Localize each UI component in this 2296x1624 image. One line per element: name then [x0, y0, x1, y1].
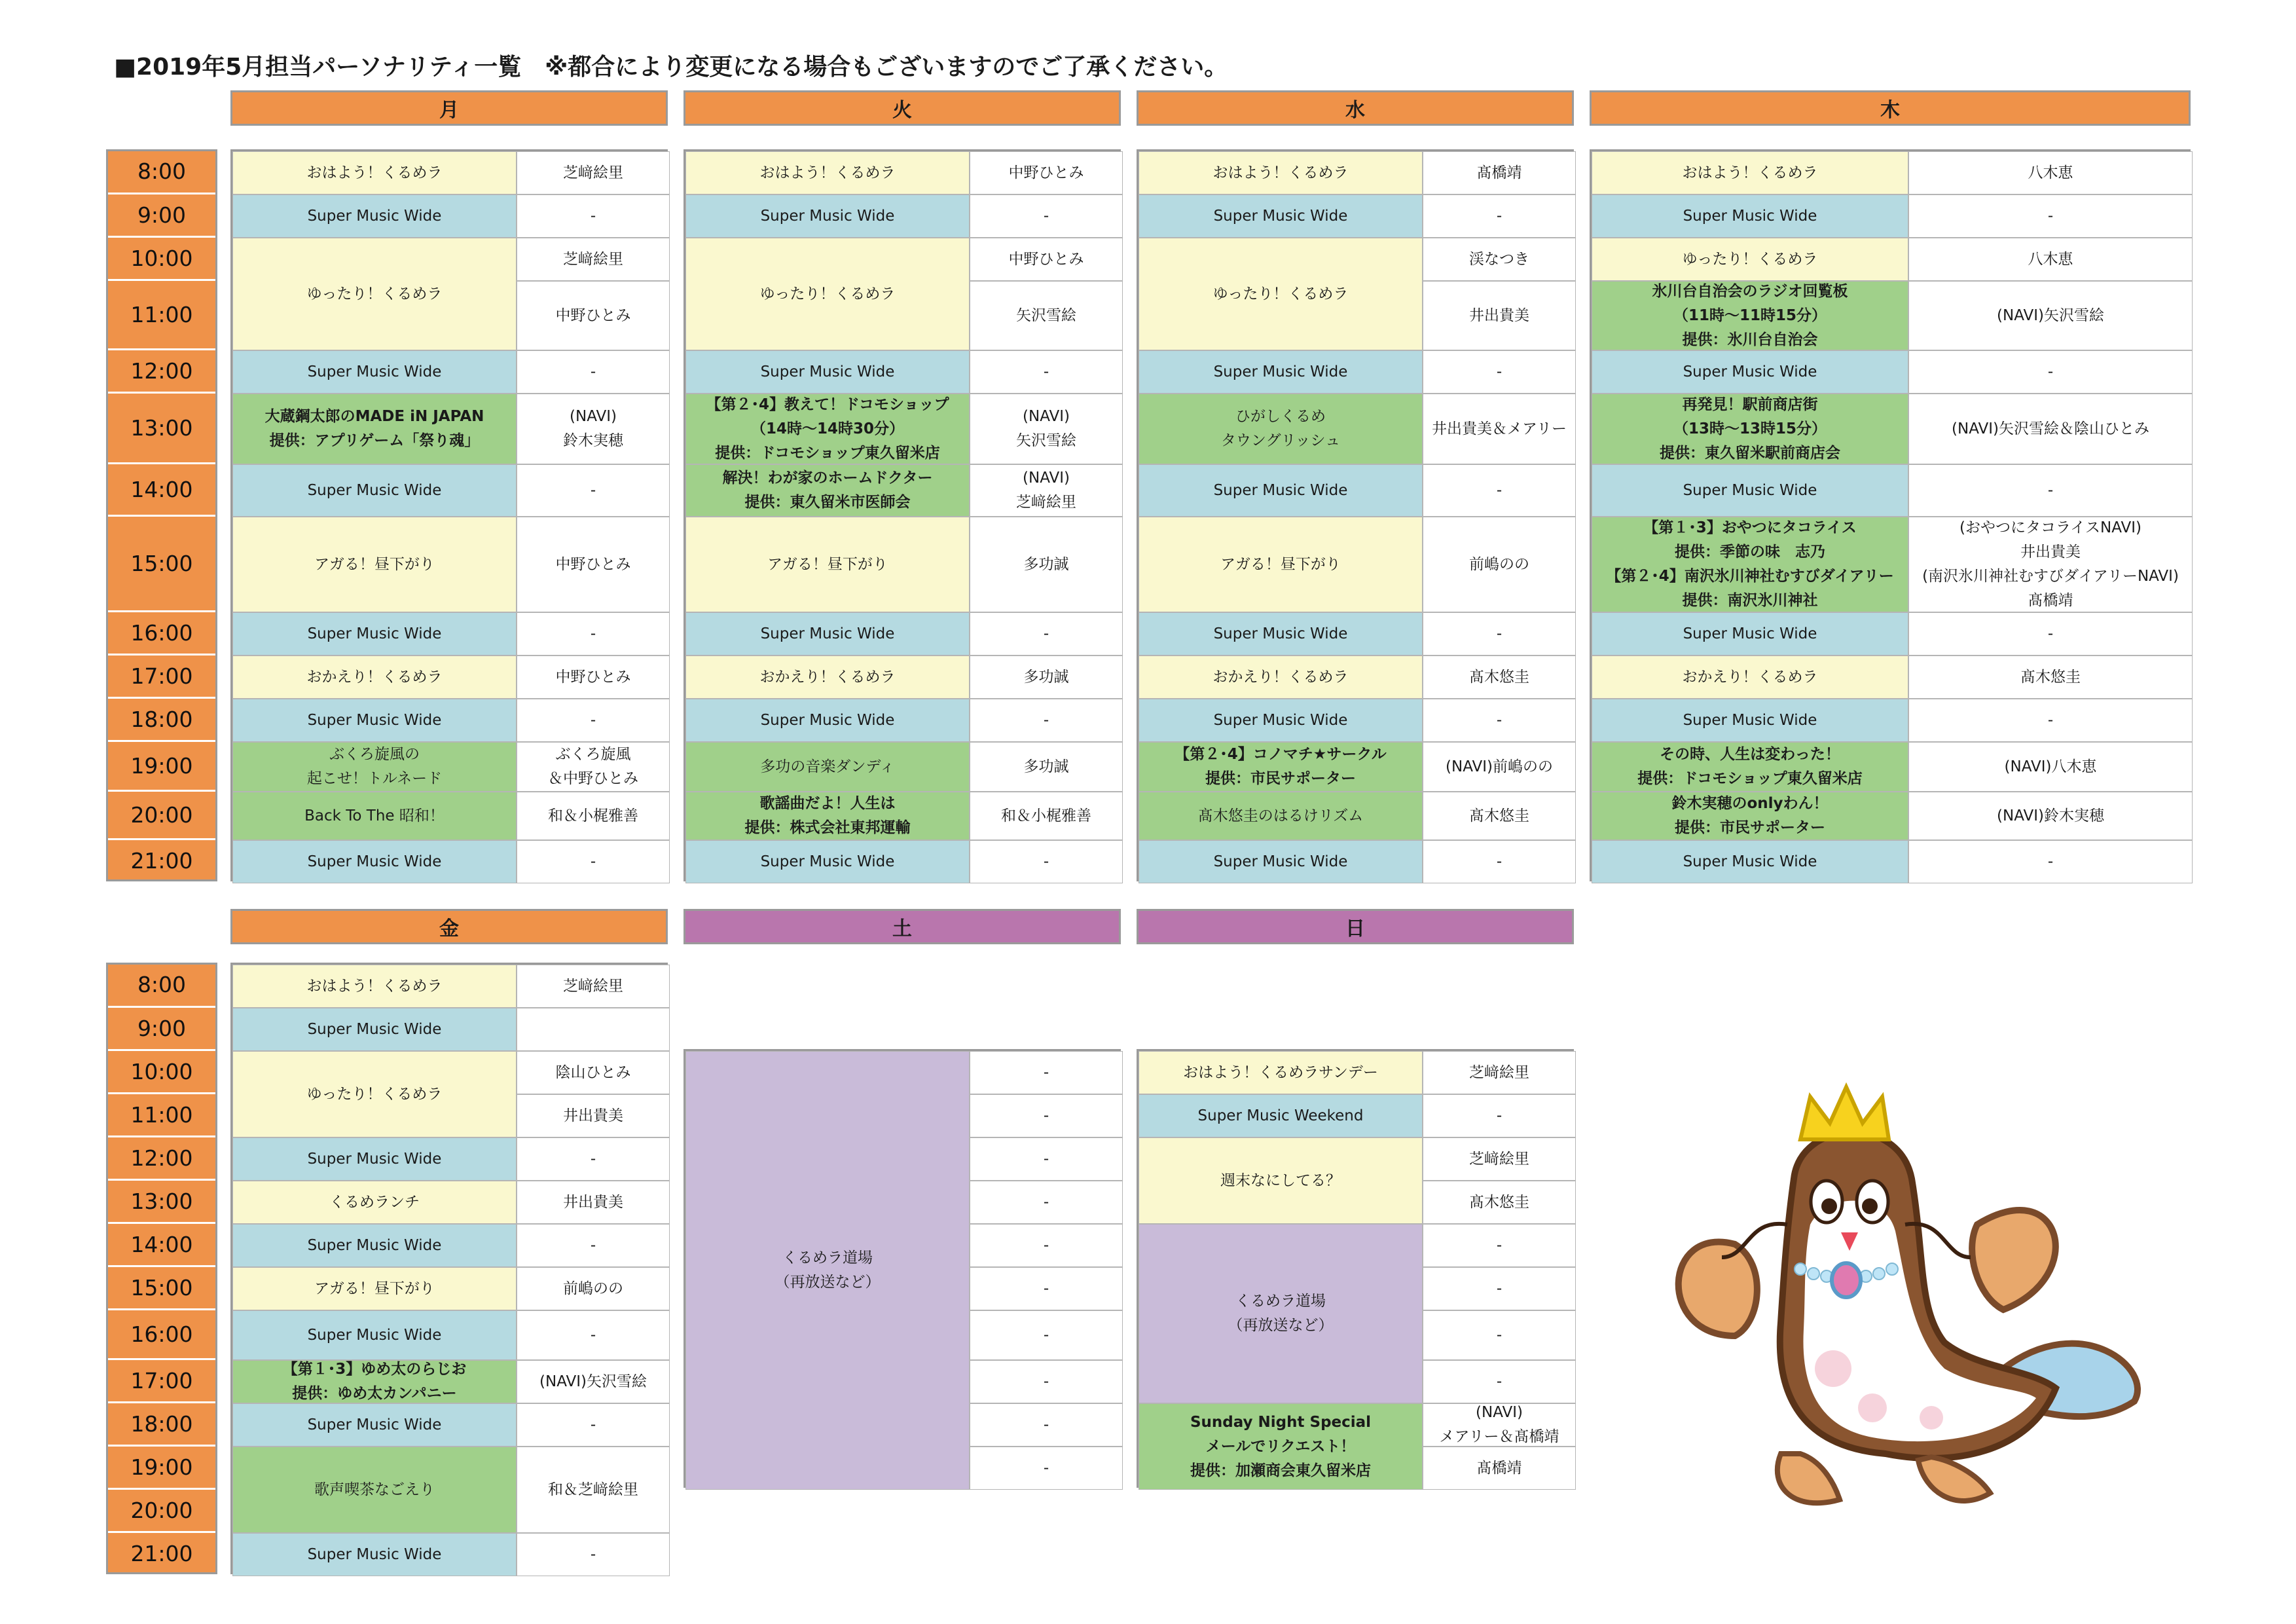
program-cell: Super Music Wide [232, 350, 517, 394]
personality-cell: 髙木悠圭 [1423, 1181, 1576, 1224]
time-slot: 21:00 [108, 1531, 215, 1574]
program-cell: おかえり！くるめラ [232, 655, 517, 699]
time-slot: 12:00 [108, 1135, 215, 1179]
personality-cell: 芝﨑絵里 [1423, 1137, 1576, 1181]
personality-cell: 多功誠 [970, 742, 1123, 792]
time-slot: 8:00 [137, 158, 187, 184]
notice-text: ※都合により変更になる場合もございますのでご了承ください。 [545, 54, 1228, 81]
personality-cell: 井出貴美＆メアリー [1423, 394, 1576, 464]
time-slot: 19:00 [108, 740, 215, 790]
mascot-illustration [1637, 1061, 2174, 1532]
left-fin [1679, 1242, 1757, 1336]
personality-cell: - [970, 1447, 1123, 1490]
time-slot: 17:00 [108, 654, 215, 697]
program-cell: ゆったり！くるめラ [685, 238, 970, 350]
program-cell: 【第２･4】コノマチ★サークル 提供：市民サポーター [1139, 742, 1423, 792]
program-cell: Super Music Wide [232, 464, 517, 517]
program-cell: Super Music Wide [1139, 350, 1423, 394]
program-cell: 多功の音楽ダンディ [685, 742, 970, 792]
personality-cell: 芝﨑絵里 [517, 965, 670, 1008]
personality-cell: 髙橋靖 [1423, 151, 1576, 194]
personality-cell: 八木恵 [1908, 151, 2193, 194]
personality-cell: 八木恵 [1908, 238, 2193, 281]
program-cell: その時、人生は変わった！ 提供：ドコモショップ東久留米店 [1592, 742, 1908, 792]
personality-cell: 前嶋のの [1423, 517, 1576, 612]
personality-cell: (NAVI)矢沢雪絵＆陰山ひとみ [1908, 394, 2193, 464]
personality-cell: - [1423, 464, 1576, 517]
personality-cell: - [1423, 1224, 1576, 1267]
program-cell: Super Music Wide [232, 840, 517, 883]
personality-cell: 井出貴美 [1423, 281, 1576, 350]
personality-cell: - [970, 194, 1123, 238]
time-slot: 19:00 [108, 1445, 215, 1488]
program-cell: おかえり！くるめラ [1139, 655, 1423, 699]
personality-cell: 芝﨑絵里 [517, 151, 670, 194]
program-cell: アガる！昼下がり [232, 517, 517, 612]
time-slot: 12:00 [108, 348, 215, 392]
personality-cell: ぶくろ旋風 ＆中野ひとみ [517, 742, 670, 792]
program-cell: くるめラ道場 （再放送など） [1139, 1224, 1423, 1403]
personality-cell: - [970, 840, 1123, 883]
program-cell: おはよう！くるめラ [685, 151, 970, 194]
program-cell: Super Music Wide [232, 194, 517, 238]
time-slot: 16:00 [108, 610, 215, 654]
program-cell: アガる！昼下がり [685, 517, 970, 612]
personality-cell: - [970, 1360, 1123, 1403]
program-cell: ゆったり！くるめラ [232, 1051, 517, 1137]
personality-cell: - [1423, 1094, 1576, 1137]
program-cell: Super Music Wide [232, 1008, 517, 1051]
personality-cell: 前嶋のの [517, 1267, 670, 1310]
personality-cell: (NAVI)鈴木実穂 [1908, 792, 2193, 840]
program-cell: Super Music Wide [232, 699, 517, 742]
fri-schedule-grid [230, 963, 668, 1574]
program-cell: Super Music Wide [1592, 699, 1908, 742]
personality-cell: 髙橋靖 [1423, 1447, 1576, 1490]
personality-cell: 中野ひとみ [517, 655, 670, 699]
program-cell: 髙木悠圭のはるけリズム [1139, 792, 1423, 840]
personality-cell: - [1423, 612, 1576, 655]
personality-cell: - [970, 1310, 1123, 1360]
personality-cell: - [1908, 699, 2193, 742]
personality-cell: 和＆小梶雅善 [517, 792, 670, 840]
program-cell: Super Music Wide [232, 1533, 517, 1576]
personality-cell: - [1423, 350, 1576, 394]
time-slot: 17:00 [108, 1358, 215, 1401]
program-cell: Super Music Wide [1592, 840, 1908, 883]
personality-cell: - [1423, 1267, 1576, 1310]
sat-schedule-grid [683, 1049, 1121, 1488]
program-cell: Super Music Wide [1139, 612, 1423, 655]
time-slot: 14:00 [108, 462, 215, 515]
program-cell: くるめランチ [232, 1181, 517, 1224]
time-slot: 9:00 [108, 193, 215, 236]
time-slot: 11:00 [108, 1092, 215, 1135]
program-cell: 歌謡曲だよ！人生は 提供：株式会社東邦運輸 [685, 792, 970, 840]
program-cell: 週末なにしてる？ [1139, 1137, 1423, 1224]
time-slot: 11:00 [108, 279, 215, 348]
personality-cell: - [1423, 699, 1576, 742]
personality-cell: - [970, 1224, 1123, 1267]
personality-cell: 渓なつき [1423, 238, 1576, 281]
program-cell: ひがしくるめ タウングリッシュ [1139, 394, 1423, 464]
time-slot: 18:00 [108, 1401, 215, 1445]
program-cell: Super Music Wide [232, 1224, 517, 1267]
program-cell: Super Music Wide [1139, 464, 1423, 517]
program-cell: おかえり！くるめラ [1592, 655, 1908, 699]
personality-cell: - [970, 1137, 1123, 1181]
program-cell: Super Music Wide [1592, 350, 1908, 394]
program-cell: 【第２･4】教えて！ドコモショップ （14時～14時30分） 提供：ドコモショップ東久留米店 [685, 394, 970, 464]
program-cell: 解決！わが家のホームドクター 提供：東久留米市医師会 [685, 464, 970, 517]
personality-cell: 髙木悠圭 [1908, 655, 2193, 699]
personality-cell: - [970, 699, 1123, 742]
time-slot: 16:00 [108, 1308, 215, 1358]
program-cell: 鈴木実穂のonlyわん！ 提供：市民サポーター [1592, 792, 1908, 840]
program-cell: Super Music Wide [685, 194, 970, 238]
personality-cell: (おやつにタコライスNAVI) 井出貴美 (南沢氷川神社むすびダイアリーNAVI) 髙橋靖 [1908, 517, 2193, 612]
program-cell: Super Music Wide [685, 612, 970, 655]
time-slot: 20:00 [108, 790, 215, 838]
program-cell: Super Music Wide [232, 1137, 517, 1181]
personality-cell: - [517, 194, 670, 238]
program-cell: Super Music Wide [1592, 464, 1908, 517]
program-cell: アガる！昼下がり [1139, 517, 1423, 612]
right-fin [1972, 1210, 2056, 1310]
personality-cell: - [970, 1051, 1123, 1094]
program-cell: 【第１･3】ゆめ太のらじお 提供：ゆめ太カンパニー [232, 1360, 517, 1403]
personality-cell: - [1423, 840, 1576, 883]
personality-cell: - [1908, 464, 2193, 517]
program-cell: 氷川台自治会のラジオ回覧板 （11時～11時15分） 提供：氷川台自治会 [1592, 281, 1908, 350]
personality-cell: 多功誠 [970, 655, 1123, 699]
personality-cell: - [970, 1181, 1123, 1224]
program-cell: ゆったり！くるめラ [232, 238, 517, 350]
personality-cell: - [517, 1310, 670, 1360]
day-header-thu: 木 [1590, 90, 2191, 126]
personality-cell: 多功誠 [970, 517, 1123, 612]
personality-cell: 和＆芝﨑絵里 [517, 1447, 670, 1533]
personality-cell: - [517, 464, 670, 517]
thu-schedule-grid [1590, 149, 2191, 881]
program-cell: Super Music Wide [1592, 194, 1908, 238]
personality-cell: 中野ひとみ [517, 281, 670, 350]
personality-cell: - [1423, 194, 1576, 238]
program-cell: くるめラ道場 （再放送など） [685, 1051, 970, 1490]
personality-cell: 芝﨑絵里 [517, 238, 670, 281]
personality-cell: (NAVI)前嶋のの [1423, 742, 1576, 792]
personality-cell: - [1908, 612, 2193, 655]
day-header-tue: 火 [683, 90, 1121, 126]
program-cell: Super Music Wide [1139, 840, 1423, 883]
time-slot: 13:00 [108, 392, 215, 462]
time-slot: 21:00 [108, 838, 215, 881]
program-cell: Super Music Weekend [1139, 1094, 1423, 1137]
personality-cell: (NAVI) 鈴木実穂 [517, 394, 670, 464]
personality-cell: - [1423, 1310, 1576, 1360]
mon-schedule-grid [230, 149, 668, 881]
program-cell: Super Music Wide [1592, 612, 1908, 655]
personality-cell: - [517, 1533, 670, 1576]
program-cell: 再発見！駅前商店街 （13時～13時15分） 提供：東久留米駅前商店会 [1592, 394, 1908, 464]
time-slot: 15:00 [108, 515, 215, 610]
program-cell: Back To The 昭和！ [232, 792, 517, 840]
personality-cell: - [970, 1094, 1123, 1137]
personality-cell: - [517, 350, 670, 394]
personality-cell: - [970, 350, 1123, 394]
time-slot: 14:00 [108, 1222, 215, 1265]
day-header-sun: 日 [1137, 909, 1574, 944]
page-title: ■2019年5月担当パーソナリティ一覧 ※都合により変更になる場合もございますのでご了承ください。 [114, 54, 1228, 81]
personality-cell: - [517, 699, 670, 742]
program-cell: Sunday Night Special メールでリクエスト！ 提供：加瀬商会東久留米店 [1139, 1403, 1423, 1490]
personality-cell: - [517, 1224, 670, 1267]
day-header-sat: 土 [683, 909, 1121, 944]
personality-cell: (NAVI) メアリー＆髙橋靖 [1423, 1403, 1576, 1447]
program-cell: 歌声喫茶なごえり [232, 1447, 517, 1533]
personality-cell: 和＆小梶雅善 [970, 792, 1123, 840]
program-cell: おはよう！くるめラサンデー [1139, 1051, 1423, 1094]
time-slot: 8:00 [137, 971, 187, 997]
personality-cell: 陰山ひとみ [517, 1051, 670, 1094]
program-cell: おかえり！くるめラ [685, 655, 970, 699]
program-cell: Super Music Wide [232, 1310, 517, 1360]
personality-cell: 中野ひとみ [970, 151, 1123, 194]
time-slot: 20:00 [108, 1488, 215, 1531]
personality-cell: (NAVI)八木恵 [1908, 742, 2193, 792]
personality-cell: 髙木悠圭 [1423, 792, 1576, 840]
personality-cell: 芝﨑絵里 [1423, 1051, 1576, 1094]
personality-cell: 矢沢雪絵 [970, 281, 1123, 350]
time-slot: 13:00 [108, 1179, 215, 1222]
program-cell: ゆったり！くるめラ [1592, 238, 1908, 281]
personality-cell: 中野ひとみ [970, 238, 1123, 281]
program-cell: アガる！昼下がり [232, 1267, 517, 1310]
day-header-fri: 金 [230, 909, 668, 944]
personality-cell: - [1908, 350, 2193, 394]
bottom-time-column [106, 963, 217, 1574]
program-cell: Super Music Wide [1139, 194, 1423, 238]
personality-cell: - [970, 1403, 1123, 1447]
time-slot: 18:00 [108, 697, 215, 740]
personality-cell: - [1908, 840, 2193, 883]
program-cell: Super Music Wide [685, 840, 970, 883]
personality-cell: (NAVI) 矢沢雪絵 [970, 394, 1123, 464]
program-cell: 大蔵鋼太郎のMADE iN JAPAN 提供：アプリゲーム「祭り魂」 [232, 394, 517, 464]
tue-schedule-grid [683, 149, 1121, 881]
personality-cell: 井出貴美 [517, 1094, 670, 1137]
personality-cell: - [1423, 1360, 1576, 1403]
day-header-mon: 月 [230, 90, 668, 126]
personality-cell: - [1908, 194, 2193, 238]
program-cell: Super Music Wide [1139, 699, 1423, 742]
personality-cell: 中野ひとみ [517, 517, 670, 612]
personality-cell: - [517, 1403, 670, 1447]
personality-cell: - [517, 612, 670, 655]
wed-schedule-grid [1137, 149, 1574, 881]
crown-icon [1800, 1087, 1889, 1139]
program-cell: 【第１･3】おやつにタコライス 提供：季節の味 志乃 【第２･4】南沢氷川神社むすびダイアリー 提供：南沢氷川神社 [1592, 517, 1908, 612]
program-cell: Super Music Wide [685, 350, 970, 394]
day-header-wed: 水 [1137, 90, 1574, 126]
personality-cell: 髙木悠圭 [1423, 655, 1576, 699]
personality-cell: - [517, 840, 670, 883]
program-cell: おはよう！くるめラ [1592, 151, 1908, 194]
sun-schedule-grid [1137, 1049, 1574, 1488]
time-slot: 10:00 [108, 236, 215, 279]
program-cell: Super Music Wide [685, 699, 970, 742]
personality-cell: - [970, 1267, 1123, 1310]
top-time-column [106, 149, 217, 881]
program-cell: Super Music Wide [232, 612, 517, 655]
personality-cell: - [517, 1137, 670, 1181]
program-cell: おはよう！くるめラ [232, 965, 517, 1008]
time-slot: 9:00 [108, 1006, 215, 1049]
time-slot: 15:00 [108, 1265, 215, 1308]
time-slot: 10:00 [108, 1049, 215, 1092]
personality-cell: (NAVI)矢沢雪絵 [1908, 281, 2193, 350]
program-cell: おはよう！くるめラ [232, 151, 517, 194]
program-cell: ゆったり！くるめラ [1139, 238, 1423, 350]
personality-cell: 井出貴美 [517, 1181, 670, 1224]
personality-cell: - [970, 612, 1123, 655]
program-cell: Super Music Wide [232, 1403, 517, 1447]
personality-cell: (NAVI) 芝﨑絵里 [970, 464, 1123, 517]
personality-cell: (NAVI)矢沢雪絵 [517, 1360, 670, 1403]
program-cell: ぶくろ旋風の 起こせ！トルネード [232, 742, 517, 792]
program-cell: おはよう！くるめラ [1139, 151, 1423, 194]
personality-cell [517, 1008, 670, 1051]
